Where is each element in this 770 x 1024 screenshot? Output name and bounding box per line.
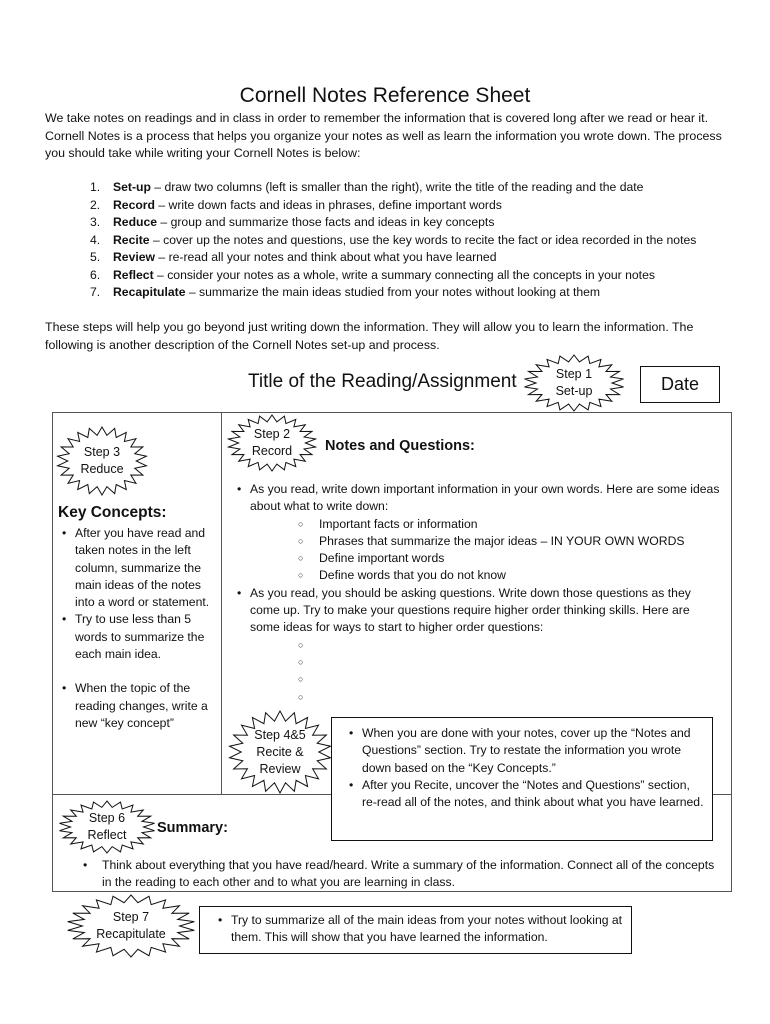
list-item: • Think about everything that you have read/heard. Write a summary of the information. Connect all of the concepts in the reading to each other and to what you are learning in class. — [83, 857, 723, 892]
sub-item: ○ Define words that you do not know — [298, 567, 722, 584]
badge-line: Recapitulate — [96, 927, 166, 941]
step-item: 1. Set-up – draw two columns (left is smaller than the right), write the title of the reading and the date — [90, 180, 644, 194]
recite-review-box — [331, 717, 713, 841]
empty-sub-item — [298, 689, 722, 706]
step6-badge — [58, 800, 156, 854]
intro-paragraph: We take notes on readings and in class in order to remember the information that is covered long after we read or hear it. Cornell Notes is a process that helps you organize your notes as well as learn the information you wrote down. The process you should take while writing your Cornell Notes is below: — [45, 111, 722, 161]
list-item: • After you Recite, uncover the “Notes and Questions” section, re-read all of the notes, and think about what you have learned. — [349, 777, 704, 812]
list-item-text: As you read, write down important information in your own words. Here are some ideas about what to write down: — [250, 482, 720, 514]
sub-list — [298, 516, 722, 585]
badge-line: Record — [251, 444, 293, 458]
list-item-text: As you read, you should be asking questions. Write down those questions as they come up. Try to make your questions require higher order thinking skills. Here are some ideas for ways to start to higher order questions: — [250, 585, 691, 635]
column-divider — [221, 412, 222, 794]
summary-divider — [52, 794, 332, 795]
list-item — [237, 585, 722, 706]
sub-list — [298, 637, 722, 706]
recapitulate-box — [199, 906, 632, 954]
badge-line: Step 3 — [83, 445, 121, 459]
badge-line: Step 2 — [253, 427, 291, 441]
badge-line: Reduce — [80, 462, 124, 476]
empty-sub-item — [298, 637, 722, 654]
step-item: 4. Recite – cover up the notes and questions, use the key words to recite the fact or idea recorded in the notes — [90, 232, 697, 247]
sub-item: ○ Important facts or information — [298, 516, 722, 533]
recite-list — [349, 725, 704, 811]
key-concepts-heading: Key Concepts: — [58, 504, 167, 521]
date-label: Date — [660, 374, 700, 394]
step3-badge — [56, 426, 148, 496]
summary-heading: Summary: — [157, 820, 228, 836]
badge-line: Step 1 — [555, 367, 593, 381]
sub-item: ○ Define important words — [298, 550, 722, 567]
list-item: • Try to summarize all of the main ideas from your notes without looking at them. This will show that you have learned the information. — [218, 912, 623, 947]
step7-badge — [66, 894, 196, 958]
empty-sub-item — [298, 671, 722, 688]
notes-heading: Notes and Questions: — [325, 438, 475, 454]
list-item: • Try to use less than 5 words to summarize the each main idea. — [62, 611, 217, 663]
badge-line: Reflect — [87, 828, 127, 842]
reading-title-label: Title of the Reading/Assignment — [248, 371, 517, 392]
summary-list — [83, 857, 723, 892]
recap-list — [218, 912, 623, 947]
list-item: • When you are done with your notes, cover up the “Notes and Questions” section. Try to restate the information you wrote down based on the “Key Concepts.” — [349, 725, 704, 777]
badge-line: Review — [259, 761, 301, 776]
step-item: 6. Reflect – consider your notes as a whole, write a summary connecting all the concepts in your notes — [90, 267, 655, 282]
outro-paragraph: These steps will help you go beyond just writing down the information. They will allow you to learn the information. The following is another description of the Cornell Notes set-up and process. — [45, 320, 694, 352]
empty-sub-item — [298, 654, 722, 671]
step-item: 2. Record – write down facts and ideas in phrases, define important words — [90, 197, 502, 212]
steps-list — [90, 179, 740, 302]
date-box — [640, 366, 720, 403]
step45-badge — [228, 710, 332, 794]
badge-line: Recite & — [256, 744, 304, 759]
summary-divider-right — [713, 794, 732, 795]
badge-line: Step 4&5 — [254, 727, 306, 742]
step1-badge — [523, 354, 625, 412]
notes-list — [237, 481, 722, 706]
step-item: 3. Reduce – group and summarize those facts and ideas in key concepts — [90, 215, 495, 229]
list-item — [237, 481, 722, 585]
list-item: • After you have read and taken notes in the left column, summarize the main ideas of the notes into a word or statement. — [62, 525, 217, 611]
badge-line: Step 6 — [88, 811, 126, 825]
step-item: 7. Recapitulate – summarize the main ideas studied from your notes without looking at them — [90, 285, 601, 299]
key-concepts-list — [62, 525, 217, 732]
sub-item: ○ Phrases that summarize the major ideas – IN YOUR OWN WORDS — [298, 533, 722, 550]
page-title: Cornell Notes Reference Sheet — [239, 84, 531, 107]
step-item: 5. Review – re-read all your notes and think about what you have learned — [90, 250, 497, 264]
list-item: • When the topic of the reading changes, write a new “key concept” — [62, 680, 217, 732]
badge-line: Set-up — [555, 384, 593, 398]
step2-badge — [227, 414, 317, 472]
badge-line: Step 7 — [112, 910, 150, 924]
